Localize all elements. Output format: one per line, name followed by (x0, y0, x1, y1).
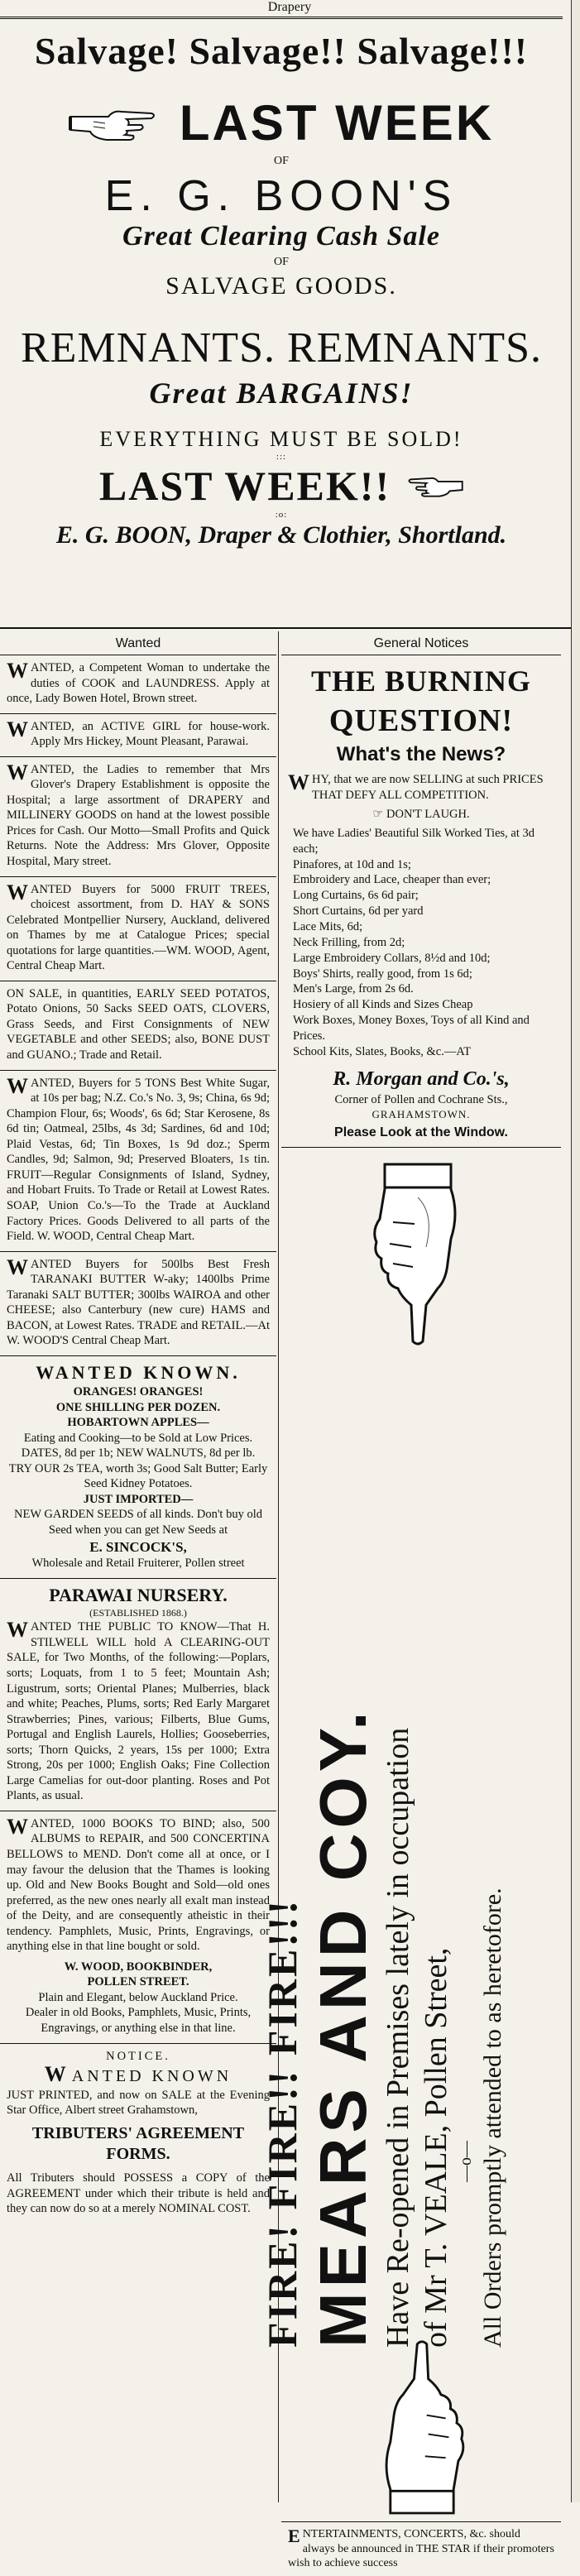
known-line: ORANGES! ORANGES! (73, 1385, 204, 1399)
drop-cap: W (7, 1254, 28, 1279)
general-notices-column (259, 631, 561, 2570)
fire-rotated-text (256, 1272, 510, 2348)
ad-text: ANTED Buyers for 500lbs Best Fresh TARANAKI BUTTER W-aky; 1400lbs Prime Taranaki SALT BUTTER; 300lbs WAIROA and other CHEESE; also Canterbury (new cure) HAMS and BACON, at Lowest Rates. TRADE and RETAIL.—At W. WOOD'S Central Cheap Mart. (7, 1257, 270, 1348)
nursery-heading: PARAWAI NURSERY. (49, 1584, 228, 1605)
separator-2: :o: (275, 510, 288, 520)
known-line: DATES, 8d per 1b; NEW WALNUTS, 8d per lb. (21, 1446, 256, 1461)
price-item: Lace Mits, 6d; (293, 919, 363, 933)
notice-known: ANTED KNOWN (71, 2067, 232, 2086)
price-item: Short Curtains, 6d per yard (293, 904, 424, 919)
bookbinder-name: W. WOOD, BOOKBINDER, (64, 1960, 213, 1974)
ad-text: ANTED THE PUBLIC TO KNOW—That H. STILWELL WILL hold A CLEARING-OUT SALE, for Two Months, of the following:—Poplars, sorts; Loquats, from 1 to 5 feet; Mountain Ash; Ligustrum, sorts; Oriental Planes; Mulberries, black and white; Peaches, Plums, sorts; Red Early Margaret Strawberries; Pines, various; Filberts, Blue Gums, Portugal and English Laurels, Hollies; Gooseberries, sorts; Thorn Quicks, 2 years, 15s per 1000; Extra Strong, 20s per 1000; English Oaks; Fine Collection Large Camelias for out-door planting. Roses and Pot Plants, as usual. (7, 1620, 270, 1803)
ad-cook (0, 655, 276, 714)
morgan-address: Corner of Pollen and Cochrane Sts., (334, 1092, 508, 1106)
wanted-column (0, 631, 276, 2502)
boon-signature: E. G. BOON, Draper & Clothier, Shortland. (55, 521, 507, 549)
fire-line-4: of Mr T. VEALE, Pollen Street, (419, 1947, 453, 2348)
salvage-goods-heading: SALVAGE GOODS. (165, 272, 397, 300)
burning-intro: HY, that we are now SELLING at such PRICES THAT DEFY ALL COMPETITION. (312, 773, 544, 803)
everything-sold-heading: EVERYTHING MUST BE SOLD! (99, 427, 463, 451)
tributers-text: All Tributers should POSSESS a COPY of the AGREEMENT under which their tribute is held and they can now do so at a merely NOMINAL COST. (7, 2171, 270, 2216)
clearing-sale-heading: Great Clearing Cash Sale (122, 221, 440, 252)
bargains-heading: Great BARGAINS! (149, 377, 414, 410)
ad-mears-fire (259, 1148, 561, 2522)
price-item: Long Curtains, 6s 6d pair; (293, 889, 419, 903)
pointing-hand-small-icon (405, 473, 463, 498)
price-item: Work Boxes, Money Boxes, Toys of all Kind and Prices. (293, 1014, 530, 1043)
last-week-2-heading: LAST WEEK!! (98, 463, 391, 509)
ad-fruit-trees (0, 877, 276, 981)
ad-parawai-nursery (0, 1579, 276, 1811)
salvage-headline: Salvage! Salvage!! Salvage!!! (34, 30, 529, 72)
ad-text: ANTED Buyers for 5000 FRUIT TREES, choicest assortment, from D. HAY & SONS Celebrated Montpellier Nursery, Auckland, delivered on Thames by me at Catalogue Prices; special quotations for large quantities.—WM. WOOD, Agent, Central Cheap Mart. (7, 882, 270, 973)
wanted-known-heading: WANTED KNOWN. (36, 1361, 241, 1383)
tributers-heading: TRIBUTERS' AGREEMENT FORMS. (31, 2123, 245, 2164)
notice-heading: NOTICE. (106, 2049, 170, 2063)
whats-news-heading: What's the News? (336, 743, 506, 766)
of-label-1: OF (274, 155, 289, 167)
price-item: Embroidery and Lace, cheaper than ever; (293, 873, 491, 887)
burning-heading: THE BURNING (310, 664, 532, 698)
ad-text: ANTED, a Competent Woman to undertake the duties of COOK and LAUNDRESS. Apply at once, Lady Bowen Hotel, Brown street. (7, 661, 270, 706)
ad-entertainments (281, 2522, 561, 2576)
price-item: Boys' Shirts, really good, from 1s 6d; (293, 967, 472, 981)
bookbinder-dealer: Dealer in old Books, Pamphlets, Music, Prints, Engravings, or anything else in that line. (25, 2006, 252, 2035)
pointing-hand-inline-icon: ☞ (372, 808, 386, 822)
pointing-hand-icon (69, 105, 160, 142)
ad-wanted-known (0, 1356, 276, 1579)
next-column-edge (571, 0, 580, 2502)
notice-text: JUST PRINTED, and now on SALE at the Evening Star Office, Albert street Grahamstown, (7, 2088, 270, 2118)
boon-name: E. G. BOON'S (104, 172, 458, 220)
mears-heading: MEARS AND COY. (306, 1706, 380, 2348)
drop-cap: E (288, 2526, 300, 2547)
remnants-heading: REMNANTS. REMNANTS. (20, 324, 543, 372)
known-line: Eating and Cooking—to be Sold at Low Prices. (23, 1431, 253, 1445)
boon-advertisement (0, 17, 563, 549)
drop-cap: W (7, 880, 28, 904)
drop-cap: W (7, 1814, 28, 1839)
known-line: HOBARTOWN APPLES— (67, 1416, 209, 1430)
morgan-look: Please Look at the Window. (334, 1125, 508, 1140)
ad-bookbinder (0, 1811, 276, 2044)
ad-burning-question (281, 655, 561, 1148)
price-item: Pinafores, at 10d and 1s; (293, 857, 411, 871)
ad-text: ANTED, an ACTIVE GIRL for house-work. Apply Mrs Hickey, Mount Pleasant, Parawai. (31, 719, 270, 749)
price-item: Men's Large, from 2s 6d. (293, 982, 414, 996)
drop-cap: W (44, 2062, 70, 2087)
drop-cap: W (7, 760, 28, 784)
sincock-address: Wholesale and Retail Fruiterer, Pollen street (31, 1557, 245, 1571)
bookbinder-prices: Plain and Elegant, below Auckland Price. (38, 1990, 238, 2004)
fire-line-5: All Orders promptly attended to as heretofore. (479, 1888, 506, 2348)
nursery-established: (ESTABLISHED 1868.) (89, 1606, 187, 1619)
morgan-name: R. Morgan and Co.'s, (333, 1067, 510, 1090)
fire-heading: FIRE! FIRE!! FIRE!!! (259, 1898, 305, 2348)
separator-1: ::: (276, 452, 287, 462)
ent-text: NTERTAINMENTS, CONCERTS, &c. should always be announced in THE STAR if their promoters wish to achieve success (288, 2528, 554, 2570)
sincock-name: E. SINCOCK'S, (89, 1538, 187, 1555)
ad-text: ANTED, 1000 BOOKS TO BIND; also, 500 ALBUMS to REPAIR, and 500 CONCERTINA BELLOWS to MEND. Don't come all at once, or I may favour the delusion that the Thames is looking up. Old and New Books Bought and Sold—old ones preferred, as the new ones nearly all exalt man instead of the Deity, and are consequently atheistic in their tendency. Pamphlets, Music, Prints, Engravings, or anything else in that line bought or sold. (7, 1816, 270, 1954)
drop-cap: W (7, 1618, 28, 1643)
bookbinder-street: POLLEN STREET. (87, 1975, 189, 1989)
ad-text: ON SALE, in quantities, EARLY SEED POTATOS, Potato Onions, 50 Sacks SEED OATS, CLOVERS, Grass Seeds, and First Consignments of NEW VEGETABLE and other SEEDS; also, BONE DUST and GUANO.; Trade and Retail. (7, 986, 270, 1063)
known-line: JUST IMPORTED— (83, 1492, 194, 1506)
drop-cap: W (7, 1073, 28, 1098)
price-item: Neck Frilling, from 2d; (293, 935, 405, 949)
ad-active-girl (0, 714, 276, 757)
drop-cap: W (7, 659, 28, 683)
ad-text: ANTED, the Ladies to remember that Mrs Glover's Drapery Establishment is opposite the Hospital; a large assortment of DRAPERY and MILLINERY GOODS on hand at the lowest possible Prices for Cash. Our Motto—Small Profits and Quick Returns. Note the Address: Mrs Glover, Opposite Hospital, Mary street. (7, 762, 270, 869)
ad-glover-drapery (0, 757, 276, 877)
fire-line-3: Have Re-opened in Premises lately in occupation (381, 1728, 415, 2348)
drop-cap: W (7, 717, 28, 741)
of-label-2: OF (274, 256, 289, 268)
ad-sugar (0, 1071, 276, 1252)
ad-notice (0, 2044, 276, 2223)
section-label: Drapery (267, 0, 312, 14)
drop-cap: W (288, 770, 309, 795)
question-heading: QUESTION! (328, 703, 514, 738)
general-notices-title: General Notices (281, 631, 561, 655)
wanted-column-title: Wanted (0, 631, 276, 655)
banner-bottom-rule (0, 627, 571, 629)
last-week-heading: LAST WEEK (179, 95, 495, 151)
ad-butter (0, 1252, 276, 1356)
known-line: TRY OUR 2s TEA, worth 3s; Good Salt Butter; Early Seed Kidney Potatoes. (8, 1461, 268, 1491)
ad-seed-potatos (0, 981, 276, 1071)
ad-text: ANTED, Buyers for 5 TONS Best White Sugar, at 10s per bag; N.Z. Co.'s No. 3, 9s; China, 6s 9d; Champion Flour, 6s; Woods', 6s 6d; Star Kerosene, 8s 6d tin; Oatmeal, 25lbs, 4s 3d; Sardines, 6d and 10d; Plaid Vestas, 6d; Tin Boxes, 1s 9d doz.; Sperm Candles, 9d; Salmon, 9d; Preserved Bloaters, 1s tin. FRUIT—Regular Consignments of Island, Sydney, and Hobart Fruits. To Trade or Retail at Lowest Rates. SOAP, Union Co.'s—To the Trade at Auckland Factory Prices. Goods Delivered to all parts of the Field. W. WOOD, Central Cheap Mart. (7, 1076, 270, 1244)
dont-laugh: DON'T LAUGH. (386, 808, 470, 822)
known-line: ONE SHILLING PER DOZEN. (55, 1400, 221, 1414)
pointing-hand-up-icon (372, 2339, 472, 2513)
price-item: We have Ladies' Beautiful Silk Worked Ties, at 3d each; (293, 826, 534, 856)
morgan-town: GRAHAMSTOWN. (371, 1107, 471, 1120)
price-item: Large Embroidery Collars, 8½d and 10d; (293, 951, 491, 965)
last-week-row (0, 94, 563, 151)
known-line: NEW GARDEN SEEDS of all kinds. Don't buy old Seed when you can get New Seeds at (14, 1508, 262, 1537)
price-item: Hosiery of all Kinds and Sizes Cheap (293, 998, 473, 1012)
fire-separator: —o— (457, 2141, 475, 2183)
price-item: School Kits, Slates, Books, &c.—AT (293, 1044, 472, 1058)
last-week-2-row (0, 462, 563, 510)
